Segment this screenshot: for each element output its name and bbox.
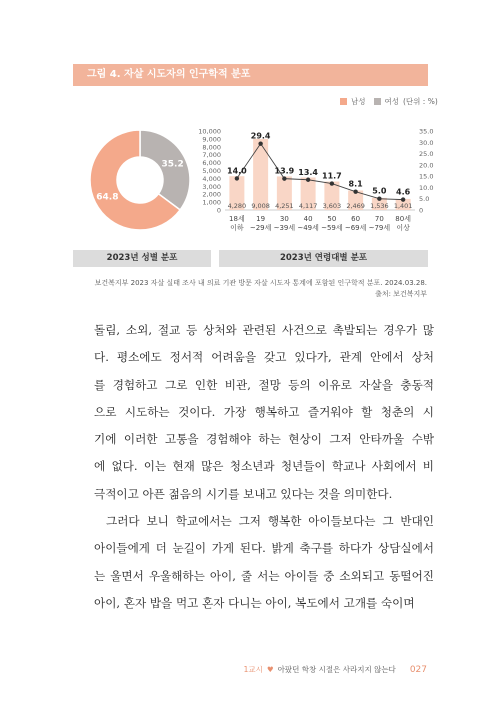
line-point (330, 181, 334, 185)
line-value-label: 29.4 (250, 131, 271, 141)
category-label: 이하 (230, 224, 244, 232)
category-label: ~39세 (273, 224, 296, 232)
line-value-label: 5.0 (372, 186, 387, 196)
footer-title: 아팠던 학창 시절은 사라지지 않는다 (277, 665, 396, 674)
left-tick-label: 10,000 (198, 127, 221, 136)
bar (253, 139, 268, 210)
body-line: 는 울면서 우울해하는 아이, 줄 서는 아이들 중 소외되고 동떨어진 (94, 568, 434, 583)
right-tick-label: 5.0 (419, 195, 430, 204)
left-tick-label: 5,000 (202, 167, 221, 175)
category-label: ~69세 (344, 224, 367, 232)
footer-section: 1교시 (243, 665, 263, 674)
category-label: 50 (327, 215, 337, 223)
body-line: 돌림, 소외, 절교 등 상처와 관련된 사건으로 촉발되는 경우가 많 (94, 323, 434, 337)
body-line: 기에 이러한 고통을 경험해야 하는 현상이 그저 안타까울 수밖 (94, 432, 434, 447)
category-label: 이상 (396, 224, 410, 232)
line-value-label: 11.7 (322, 171, 342, 181)
left-tick-label: 7,000 (202, 151, 221, 160)
left-tick-label: 0 (216, 206, 221, 215)
body-line: 아이, 혼자 밥을 먹고 혼자 다니는 아이, 복도에서 고개를 숙이며 (94, 595, 415, 610)
right-tick-label: 30.0 (419, 138, 434, 147)
category-label: 30 (279, 215, 289, 223)
age-bar-chart (198, 128, 433, 233)
left-tick-label: 9,000 (202, 135, 221, 144)
category-label: ~79세 (368, 224, 391, 232)
body-line: 다. 평소에도 정서적 어려움을 갖고 있다가, 관계 안에서 상처 (94, 350, 434, 365)
figure-title: 그림 4. 자살 시도자의 인구학적 분포 (73, 64, 428, 86)
source-line-2: 출처: 보건복지부 (375, 290, 427, 298)
body-line: 으로 시도하는 것이다. 가장 행복하고 즐거워야 할 청춘의 시 (94, 404, 434, 419)
pie-chart (90, 130, 190, 230)
body-line: 극적이고 아픈 젊음의 시기를 보내고 있다는 것을 의미한다. (94, 486, 393, 501)
body-line: 그러다 보니 학교에서는 그저 행복한 아이들보다는 그 반대인 (106, 514, 434, 529)
line-point (401, 197, 405, 201)
left-tick-label: 8,000 (202, 143, 221, 152)
bar-value-label: 1,401 (393, 202, 413, 210)
pie-value-label: 64.8 (96, 192, 119, 203)
line-value-label: 14.0 (227, 166, 247, 176)
left-tick-label: 1,000 (202, 198, 221, 207)
bar-value-label: 4,280 (227, 202, 247, 210)
body-line: 를 경험하고 그로 인한 비관, 절망 등의 이유로 자살을 충동적 (94, 377, 434, 392)
heart-icon: ♥ (266, 665, 274, 674)
line-point (258, 141, 262, 145)
legend-male-label: 남성 (351, 97, 366, 106)
page-footer (244, 664, 427, 675)
bar-value-label: 2,469 (346, 202, 365, 210)
right-tick-label: 10.0 (419, 183, 434, 192)
line-point (377, 197, 381, 201)
body-text (94, 317, 434, 617)
pie-caption: 2023년 성별 분포 (73, 250, 211, 267)
right-tick-label: 20.0 (419, 161, 434, 170)
line-point (282, 176, 286, 180)
category-label: 80세 (395, 215, 411, 223)
right-tick-label: 15.0 (419, 172, 434, 181)
left-tick-label: 6,000 (202, 159, 221, 168)
line-point (235, 176, 239, 180)
left-tick-label: 4,000 (202, 174, 221, 183)
bar-value-label: 4,117 (298, 202, 318, 210)
left-tick-label: 3,000 (202, 182, 221, 191)
right-tick-label: 35.0 (419, 127, 434, 136)
category-label: 40 (303, 215, 313, 223)
bar-value-label: 1,536 (370, 202, 389, 210)
category-label: 18세 (229, 215, 245, 223)
bar-value-label: 3,603 (322, 202, 342, 210)
line-value-label: 8.1 (348, 179, 363, 189)
category-label: ~59세 (321, 224, 343, 232)
bar-caption: 2023년 연령대별 분포 (219, 250, 428, 267)
right-tick-label: 0 (419, 206, 424, 215)
line-point (353, 190, 357, 194)
line-point (306, 178, 310, 182)
source-line-1: 보건복지부 2023 자살 실태 조사 내 의료 기관 방문 자살 시도자 통계에 포함된 인구학적 분포. 2024.03.28. (94, 279, 427, 287)
category-label: 70 (374, 215, 384, 223)
category-label: ~29세 (249, 224, 272, 232)
category-label: ~49세 (297, 224, 319, 232)
line-value-label: 4.6 (396, 187, 411, 197)
bar-value-label: 4,251 (275, 202, 294, 210)
legend-female-label: 여성 (384, 97, 399, 106)
body-line: 에 없다. 이는 현재 많은 청소년과 청년들이 학교나 사회에서 비 (94, 459, 434, 474)
body-line: 아이들에게 더 눈길이 가게 된다. 밝게 축구를 하다가 상담실에서 (94, 541, 434, 556)
bar-value-label: 9,008 (251, 202, 270, 210)
left-tick-label: 2,000 (202, 190, 221, 199)
right-tick-label: 25.0 (419, 150, 434, 159)
legend-unit: (단위 : %) (403, 97, 438, 106)
category-label: 19 (256, 215, 266, 223)
line-value-label: 13.9 (274, 166, 295, 176)
pie-value-label: 35.2 (161, 159, 184, 170)
line-value-label: 13.4 (298, 167, 318, 177)
page-number: 027 (409, 664, 427, 675)
category-label: 60 (351, 215, 361, 223)
